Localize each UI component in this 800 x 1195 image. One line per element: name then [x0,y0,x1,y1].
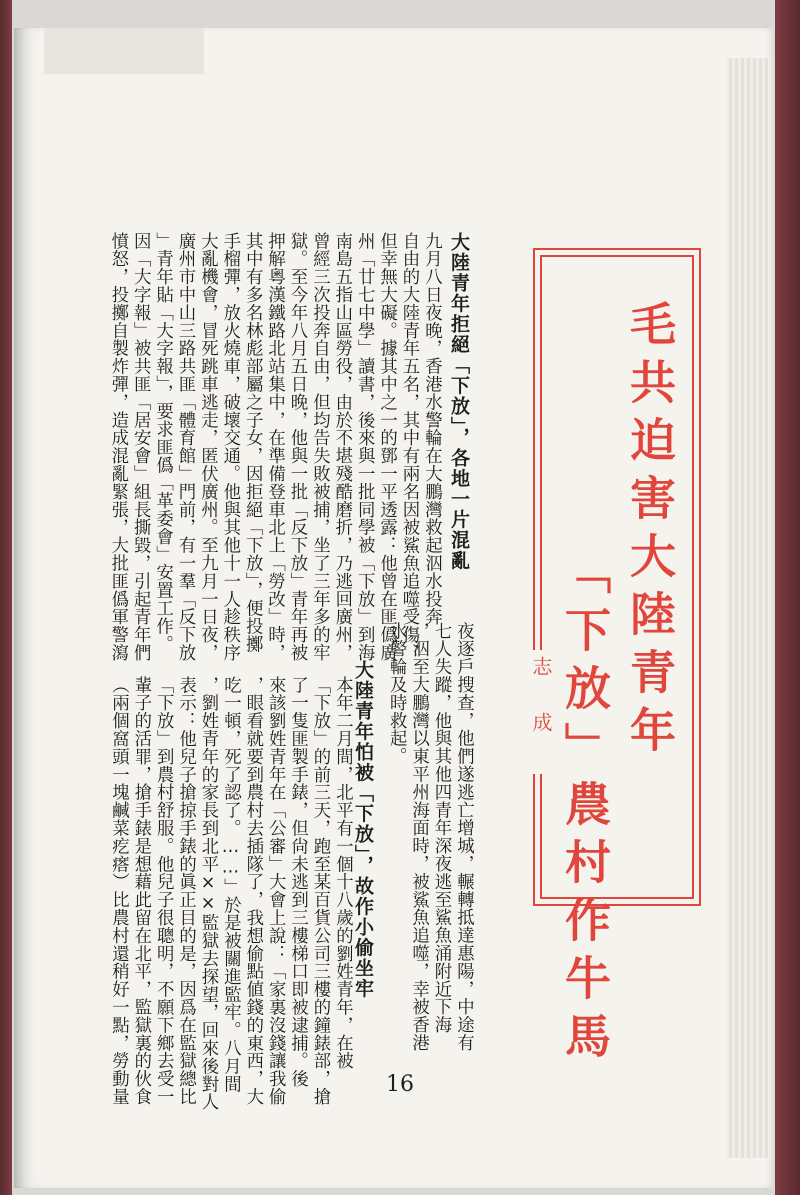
text-column: 但幸無大礙。據其中之一的鄧一平透露：他曾在匪僞廣 [376,232,397,662]
text-column: 九月八日夜晚，香港水警輪在大鵬灣救起泅水投奔 [421,232,442,626]
text-column: 表示：他兒子搶掠手錶的眞正目的是，因爲在監獄總比 [175,676,196,1106]
author-name: 志成 [525,650,558,774]
text-column: 了一隻匪製手錶，但尙未逃到三樓梯口即被逮捕。後 [287,676,308,1088]
text-column: 因「大字報」被共匪「居安會」組長撕毀，引起青年們 [130,232,151,662]
text-column: ，劉姓青年的家長到北平××監獄去探望，回來後對人 [198,676,218,1111]
text-column: 」青年貼「大字報」，要求匪僞「革委會」安置工作。 [152,232,173,653]
title-line-2: 「下放」農村作牛馬 [558,548,612,1070]
text-column: 「下放」的前三天，跑至某百貨公司三樓的鐘錶部，搶 [310,676,330,1106]
text-column: 來該劉姓青年在「公審」大會上說：「家裏沒錢讓我偷 [265,676,286,1106]
article1-heading: 大陸青年拒絕「下放」，各地一片混亂 [448,232,470,571]
text-column: 南島五指山區勞役，由於不堪殘酷磨折，乃逃回廣州， [331,232,352,662]
paper-strip [44,28,204,74]
text-column: ，眼看就要到農村去插隊了，我想偷點値錢的東西，大 [242,676,263,1106]
text-column: 本年二月間，北平有一個十八歲的劉姓青年，在被 [332,676,353,1070]
text-column: 手榴彈，放火燒車，破壞交通。他與其他十一人趁秩序 [219,232,240,662]
text-column: 吃一頓，死了認了。……」於是被關進監牢。八月間 [220,676,241,1093]
text-column: ，泅至大鵬灣以東平州海面時，被鯊魚追噬，幸被香港 [408,622,429,1052]
text-column: 押解粵漢鐵路北站集中，在準備登車北上「勞改」時， [264,232,285,662]
article2-heading: 大陸青年怕被「下放」，故作小偷坐牢 [352,660,374,999]
text-column: （兩個窩頭一塊鹹菜疙瘩）比農村還稍好一點，勞動量 [108,676,129,1106]
title-line-1: 毛共迫害大陸青年 [623,300,677,764]
text-column: 其中有多名林彪部屬之子女，因拒絕「下放」，便投擲 [242,232,263,653]
text-column: 廣州市中山三路共匪「體育館」門前，有一羣「反下放 [175,232,195,662]
text-column: 夜逐戶搜查，他們遂逃亡增城，輾轉抵達惠陽，中途有 [453,622,474,1052]
text-column: 「下放」到農村舒服。他兒子很聰明，不願下鄉去受一 [153,676,174,1106]
text-column: 水警輪及時救起。 [386,622,407,766]
page-number: 16 [386,1072,414,1097]
page-edges [726,58,774,1158]
text-column: 憤怒，投擲自製炸彈，造成混亂緊張，大批匪僞軍警瀉 [107,232,128,662]
text-column: 曾經三次投奔自由，但均告失敗被捕，坐了三年多的牢 [309,232,330,662]
text-column: 七人失蹤，他與其他四青年深夜逃至鯊魚涌附近下海 [431,622,451,1034]
text-column: 大亂機會，冒死跳車逃走，匿伏廣州。至九月一日夜， [197,232,218,662]
text-column: 輩子的活罪，搶手錶是想藉此留在北平，監獄裏的伙食 [130,676,151,1106]
text-column: 州「廿七中學」讀書，後來與一批同學被「下放」到海 [354,232,375,662]
text-column: 自由的大陸青年五名，其中有兩名因被鯊魚追噬受傷， [399,232,419,662]
text-column: 獄。至今年八月五日晚，他與一批「反下放」青年再被 [287,232,307,662]
